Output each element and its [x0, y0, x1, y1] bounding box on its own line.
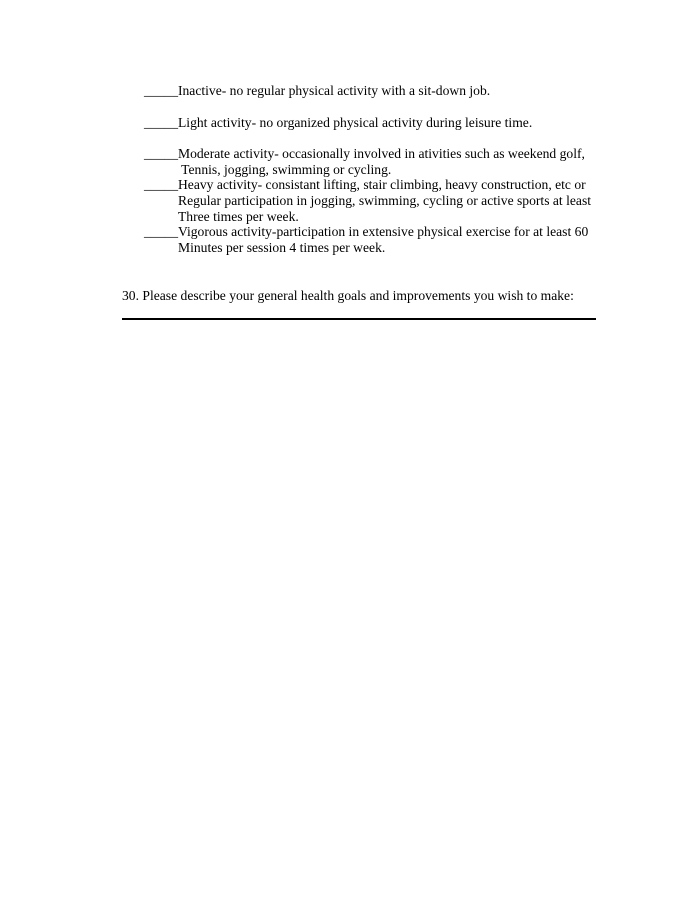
option-text-continued: Minutes per session 4 times per week.	[178, 240, 386, 255]
activity-option-heavy	[144, 177, 591, 225]
answer-blank[interactable]: _____	[144, 146, 178, 161]
activity-option-moderate	[144, 146, 585, 178]
option-text: Vigorous activity-participation in extensive physical exercise for at least 60	[177, 224, 589, 239]
answer-blank[interactable]: _____	[144, 115, 178, 130]
answer-blank[interactable]: _____	[144, 83, 178, 98]
activity-option-light	[144, 115, 532, 131]
option-text: Light activity- no organized physical activity during leisure time.	[177, 115, 533, 130]
answer-blank[interactable]: _____	[144, 224, 178, 239]
option-text-continued: Tennis, jogging, swimming or cycling.	[178, 162, 392, 177]
answer-line[interactable]	[122, 318, 596, 320]
activity-option-inactive	[144, 83, 490, 99]
activity-option-vigorous	[144, 224, 588, 256]
option-text-continued: Three times per week.	[178, 209, 299, 224]
question-30-text: 30. Please describe your general health goals and improvements you wish to make:	[122, 288, 574, 303]
option-text-continued: Regular participation in jogging, swimming, cycling or active sports at least	[178, 193, 592, 208]
answer-blank[interactable]: _____	[144, 177, 178, 192]
option-text: Heavy activity- consistant lifting, stair climbing, heavy construction, etc or	[177, 177, 586, 192]
option-text: Moderate activity- occasionally involved in ativities such as weekend golf,	[177, 146, 585, 161]
option-text: Inactive- no regular physical activity with a sit-down job.	[177, 83, 491, 98]
